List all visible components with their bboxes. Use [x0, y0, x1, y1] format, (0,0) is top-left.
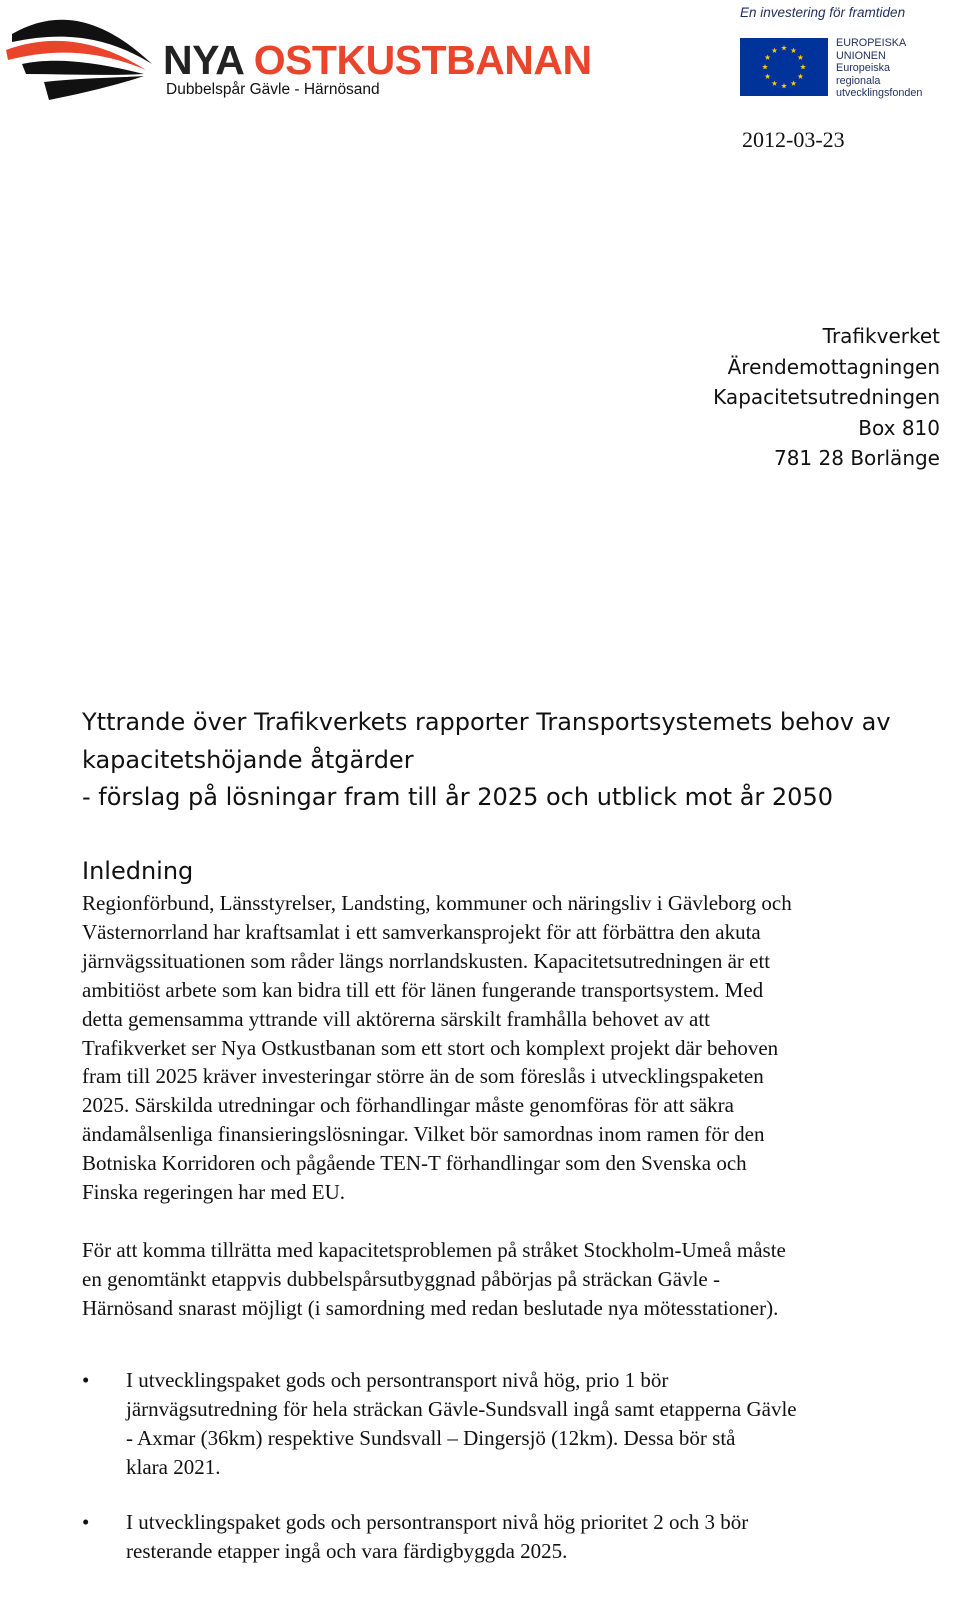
paragraph-line: 2025. Särskilda utredningar och förhandlingar måste genomföras för att säkra [82, 1093, 734, 1118]
address-line: Ärendemottagningen [727, 354, 940, 379]
bullet-line: I utvecklingspaket gods och persontransport nivå hög, prio 1 bör [126, 1368, 669, 1392]
paragraph-line: Trafikverket ser Nya Ostkustbanan som ett stort och komplext projekt där behoven [82, 1035, 779, 1060]
nya-ostkustbanan-logo-icon [4, 4, 154, 100]
eu-flag-icon [740, 38, 828, 96]
eu-line: regionala [836, 74, 881, 87]
paragraph-line: Regionförbund, Länsstyrelser, Landsting, kommuner och näringsliv i Gävleborg och [82, 891, 792, 915]
bullet-text [126, 1366, 797, 1482]
bullet-line: I utvecklingspaket gods och persontransport nivå hög prioritet 2 och 3 bör [126, 1510, 749, 1534]
document-date: 2012-03-23 [742, 127, 845, 152]
logo-title [163, 36, 592, 84]
paragraph-line: en genomtänkt etappvis dubbelspårsutbyggnad påbörjas på sträckan Gävle - [82, 1266, 720, 1291]
logo-word-nya: NYA [163, 37, 243, 83]
bullet-line: järnvägsutredning för hela sträckan Gävle-Sundsvall ingå samt etapperna Gävle [126, 1396, 797, 1421]
address-line: 781 28 Borlänge [773, 446, 940, 470]
bullet-line: klara 2021. [126, 1454, 221, 1479]
title-line: kapacitetshöjande åtgärder [82, 745, 414, 774]
paragraph-line: järnvägssituationen som råder längs norrlandskusten. Kapacitetsutredningen är ett [82, 948, 771, 973]
section-heading: Inledning [82, 857, 194, 885]
paragraph-line: ambitiöst arbete som kan bidra till ett för länen fungerande transportsystem. Med [82, 977, 764, 1002]
address-line: Trafikverket [822, 324, 940, 348]
title-line: Yttrande över Trafikverkets rapporter Transportsystemets behov av [82, 708, 891, 736]
eu-line: utvecklingsfonden [836, 87, 923, 99]
bullet-line: resterande etapper ingå och vara färdigbyggda 2025. [126, 1538, 568, 1563]
bullet-icon: • [82, 1368, 90, 1392]
logo-word-ostkustbanan: OSTKUSTBANAN [253, 37, 592, 83]
bullet-line: - Axmar (36km) respektive Sundsvall – Dingersjö (12km). Dessa bör stå [126, 1425, 736, 1450]
paragraph-line: detta gemensamma yttrande vill aktörerna särskilt framhålla behovet av att [82, 1006, 711, 1031]
paragraph-line: Finska regeringen har med EU. [82, 1180, 346, 1205]
eu-line: UNIONEN [836, 49, 886, 62]
capacity-paragraph [82, 1236, 938, 1323]
paragraph-line: fram till 2025 kräver investeringar större än de som föreslås i utvecklingspaketen [82, 1064, 764, 1089]
address-line: Box 810 [858, 415, 940, 440]
paragraph-line: Härnösand snarast möjligt (i samordning med redan beslutade nya mötesstationer). [82, 1295, 779, 1320]
bullet-icon: • [82, 1510, 90, 1534]
eu-line: EUROPEISKA [836, 37, 907, 49]
paragraph-line: Västernorrland har kraftsamlat i ett samverkansprojekt för att förbättra den akuta [82, 919, 761, 944]
paragraph-line: För att komma tillrätta med kapacitetsproblemen på stråket Stockholm-Umeå måste [82, 1238, 786, 1262]
address-line: Kapacitetsutredningen [713, 385, 940, 409]
eu-fund-text [836, 37, 922, 100]
intro-paragraph [82, 889, 938, 1207]
recipient-address [713, 321, 940, 474]
eu-line: Europeiska [836, 62, 891, 74]
eu-tagline: En investering för framtiden [740, 5, 906, 20]
paragraph-line: Botniska Korridoren och pågående TEN-T förhandlingar som den Svenska och [82, 1151, 747, 1176]
document-title [82, 704, 942, 817]
title-line: - förslag på lösningar fram till år 2025 och utblick mot år 2050 [82, 783, 833, 811]
logo-subtitle: Dubbelspår Gävle - Härnösand [166, 81, 380, 98]
paragraph-line: ändamålsenliga finansieringslösningar. Vilket bör samordnas inom ramen för den [82, 1122, 765, 1147]
bullet-text [126, 1508, 748, 1566]
